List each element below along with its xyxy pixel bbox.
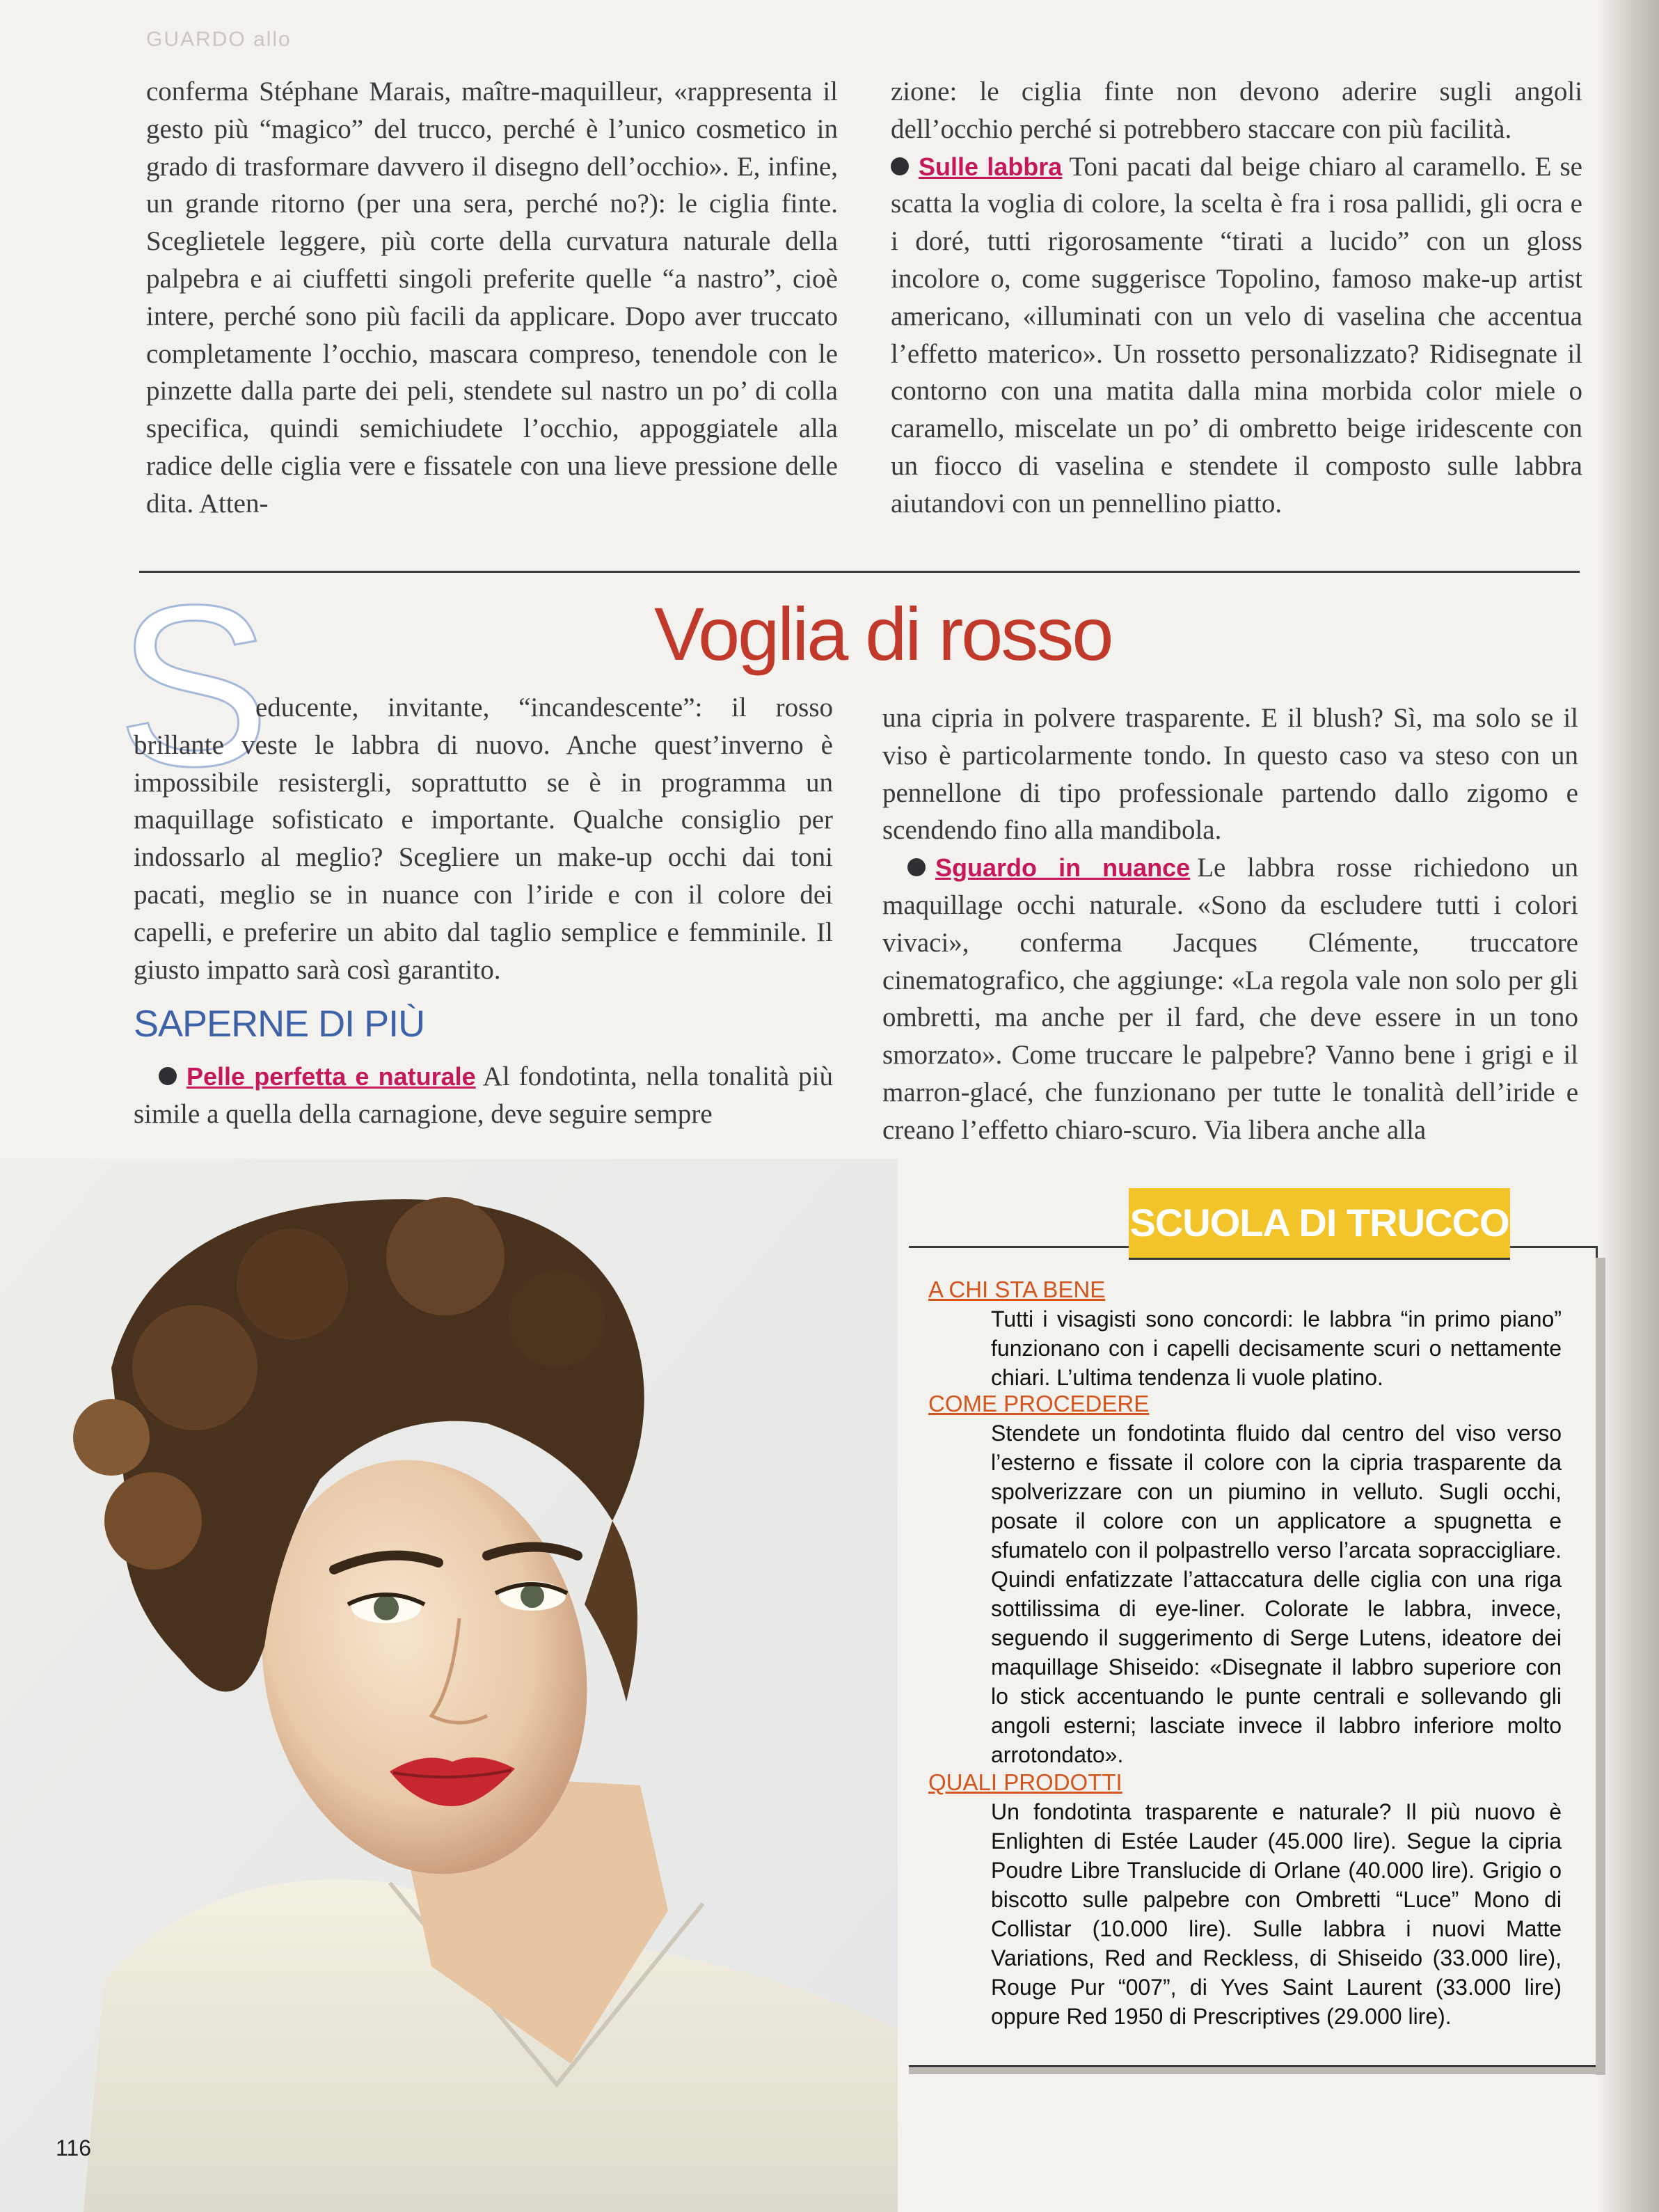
top-left-column (146, 73, 838, 523)
model-photo (0, 1159, 898, 2212)
portrait-illustration (0, 1159, 898, 2212)
sidebar-heading: QUALI PRODOTTI (928, 1769, 1122, 1795)
sidebar-section-how (928, 1389, 1562, 1769)
bullet-icon (159, 1067, 177, 1085)
section-subhead: SAPERNE DI PIÙ (134, 1003, 425, 1045)
eyes-text: Le labbra rosse richiedono un maquillage occhi naturale. «Sono da escludere tutti i colori vivaci», conferma Jacques Clémente, truccatore cinematografico, che aggiunge: «La regola vale non solo per gli ombretti, ma anche per il fard, che deve essere in un tono smorzato». Come truccare le palpebre? Vanno bene i grigi e il marron-glacé, che funzionano per tutte le tonalità dell’iride e creano l’effetto chiaro-scuro. Via libera anche alla (882, 853, 1578, 1145)
sidebar-shadow (909, 2067, 1598, 2074)
page-number: 116 (56, 2135, 92, 2160)
article-intro (134, 689, 833, 988)
article-right-intro: una cipria in polvere trasparente. E il blush? Sì, ma solo se il viso è particolarmente tondo. In questo caso va steso con un pennellone di tipo professionale partendo dallo zigomo e scendendo fino alla mandibola. (882, 703, 1578, 846)
article-title: Voglia di rosso (654, 592, 1112, 676)
skin-paragraph (134, 1058, 833, 1133)
article-right-column (882, 700, 1578, 1149)
article-left-column (134, 689, 833, 988)
page-gutter-shadow (1596, 0, 1659, 2212)
sidebar-section-products (928, 1768, 1562, 2031)
skin-column (134, 1058, 833, 1133)
running-header: GUARDO allo (146, 28, 292, 51)
sidebar-text: Tutti i visagisti sono concordi: le labbra “in primo piano” funzionano con i capelli decisamente scuri o nettamente chiari. L’ultima tendenza li vuole platino. (991, 1306, 1562, 1390)
bullet-icon (891, 157, 909, 175)
section-divider (139, 571, 1580, 573)
bullet-icon (907, 858, 926, 876)
sidebar-text: Un fondotinta trasparente e naturale? Il più nuovo è Enlighten di Estée Lauder (45.000 lire). Segue la cipria Poudre Libre Translucide di Orlane (40.000 lire). Grigio o biscotto sulle palpebre con Ombretti “Luce” Mono di Collistar (10.000 lire). Sulle labbra i nuovi Matte Variations, Red and Reckless, di Shiseido (33.000 lire), Rouge Pur “007”, di Yves Saint Laurent (33.000 lire) oppure Red 1950 di Prescriptives (29.000 lire). (991, 1799, 1562, 2029)
eyes-paragraph (882, 849, 1578, 1148)
sidebar-heading: COME PROCEDERE (928, 1391, 1150, 1416)
lips-paragraph (891, 148, 1582, 523)
lips-keyword: Sulle labbra (919, 152, 1063, 181)
top-right-column (891, 73, 1582, 523)
top-left-paragraph: conferma Stéphane Marais, maître-maquilleur, «rappresenta il gesto più “magico” del trucco, perché è l’unico cosmetico in grado di trasformare davvero il disegno dell’occhio». E, infine, un grande ritorno (per una sera, perché no?): le ciglia finte. Sceglietele leggere, più corte della curvatura naturale della palpebra e ai ciuffetti singoli preferite quelle “a nastro”, cioè intere, perché sono più facili da applicare. Dopo aver truccato completamente l’occhio, mascara compreso, tenendole con le pinzette dalla parte dei peli, stendete sul nastro un po’ di colla specifica, quindi semichiudete l’occhio, appoggiatele alla radice delle ciglia vere e fissatele con una lieve pressione delle dita. Atten- (146, 77, 838, 519)
sidebar-text: Stendete un fondotinta fluido dal centro del viso verso l’esterno e fissate il colore con la cipria trasparente da spolverizzare con un piumino in velluto. Sugli occhi, posate il colore con un applicatore a spugnetta e sfumatelo con il polpastrello verso l’arcata sopraccigliare. Quindi enfatizzate l’attaccatura delle ciglia con una riga sottilissima di eye-liner. Colorate le labbra, invece, seguendo il suggerimento di Serge Lutens, ideatore dei maquillage Shiseido: «Disegnate il labbro superiore con lo stick accentuando le punte centrali e sollevando gli angoli esterni; lasciate invece il labbro inferiore molto arrotondato». (991, 1421, 1562, 1767)
sidebar-heading: A CHI STA BENE (928, 1277, 1106, 1302)
drop-cap: S (117, 557, 271, 814)
top-right-intro: zione: le ciglia finte non devono aderire sugli angoli dell’occhio perché si potrebbero staccare con più facilità. (891, 77, 1582, 144)
skin-text: Al fondotinta, nella tonalità più simile a quella della carnagione, deve seguire sempre (134, 1061, 833, 1129)
article-intro-text: educente, invitante, “incandescente”: il rosso brillante veste le labbra di nuovo. Anche quest’inverno è impossibile resistergli, soprattutto se è in programma un maquillage sofisticato e importante. Qualche consiglio per indossarlo al meglio? Scegliere un make-up occhi dai toni pacati, meglio se in nuance con l’iride e con il colore dei capelli, e preferire un abito dal taglio semplice e femminile. Il giusto impatto sarà così garantito. (134, 693, 833, 985)
skin-keyword: Pelle perfetta e naturale (186, 1062, 476, 1091)
sidebar-section-who (928, 1275, 1562, 1392)
lips-text: Toni pacati dal beige chiaro al caramello. E se scatta la voglia di colore, la scelta è fra i rosa pallidi, gli ocra e i doré, tutti rigorosamente “tirati a lucido” con un gloss incolore o, come suggerisce Topolino, famoso make-up artist americano, «illuminati con un velo di vaselina che accentua l’effetto materico». Un rossetto personalizzato? Ridisegnate il contorno con una matita dalla mina morbida color miele o caramello, miscelate un po’ di ombretto beige iridescente con un fiocco di vaselina e stendete il composto sulle labbra aiutandovi con un pennellino piatto. (891, 151, 1582, 519)
eyes-keyword: Sguardo in nuance (935, 853, 1191, 883)
sidebar-badge: SCUOLA DI TRUCCO (1129, 1188, 1510, 1260)
